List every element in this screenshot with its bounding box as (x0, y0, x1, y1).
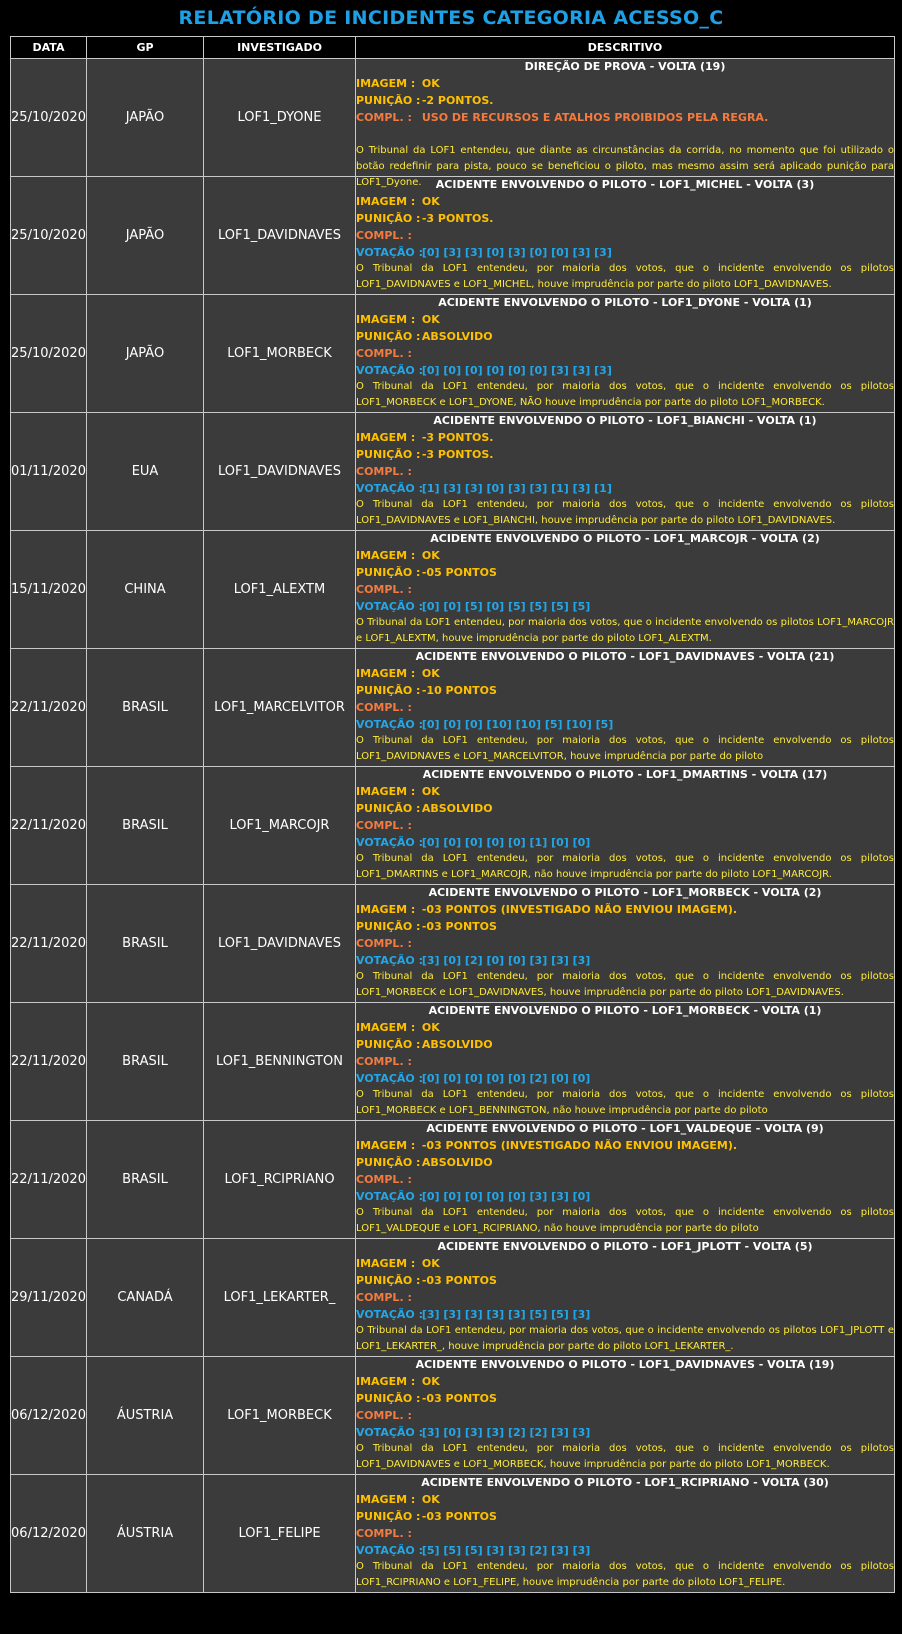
votacao-value: [0] [3] [3] [0] [3] [0] [0] [3] [3] (421, 246, 612, 259)
punicao-value: ABSOLVIDO (421, 1038, 493, 1051)
compl-label: COMPL. : (356, 701, 412, 714)
imagem-value: -03 PONTOS (INVESTIGADO NÃO ENVIOU IMAGEM). (421, 903, 738, 916)
punicao-line (356, 210, 894, 227)
votacao-value: [1] [3] [3] [0] [3] [3] [1] [3] [1] (421, 482, 612, 495)
punicao-line (356, 918, 894, 935)
punicao-label: PUNIÇÃO : (356, 1392, 421, 1405)
cell-date: 29/11/2020 (11, 1239, 87, 1357)
imagem-label: IMAGEM : (356, 1139, 416, 1152)
table-row (11, 295, 895, 413)
cell-gp: BRASIL (87, 1121, 204, 1239)
compl-line (356, 1289, 894, 1306)
imagem-label: IMAGEM : (356, 785, 416, 798)
table-row (11, 177, 895, 295)
incident-headline: ACIDENTE ENVOLVENDO O PILOTO - LOF1_JPLOTT - VOLTA (5) (437, 1240, 813, 1253)
cell-gp: JAPÃO (87, 177, 204, 295)
cell-description (356, 885, 895, 1003)
compl-line (356, 817, 894, 834)
votacao-label: VOTAÇÃO : (356, 600, 423, 613)
votacao-value: [3] [0] [2] [0] [0] [3] [3] [3] (421, 954, 591, 967)
compl-line (356, 581, 894, 598)
compl-label: COMPL. : (356, 229, 412, 242)
imagem-value: -3 PONTOS. (421, 431, 494, 444)
imagem-label: IMAGEM : (356, 903, 416, 916)
cell-gp: JAPÃO (87, 295, 204, 413)
cell-investigated: LOF1_ALEXTM (204, 531, 356, 649)
compl-line (356, 109, 894, 126)
cell-investigated: LOF1_LEKARTER_ (204, 1239, 356, 1357)
compl-label: COMPL. : (356, 819, 412, 832)
votacao-label: VOTAÇÃO : (356, 482, 423, 495)
punicao-value: -03 PONTOS (421, 920, 497, 933)
cell-investigated: LOF1_RCIPRIANO (204, 1121, 356, 1239)
cell-gp: ÁUSTRIA (87, 1357, 204, 1475)
imagem-line (356, 901, 894, 918)
votacao-line (356, 1306, 894, 1323)
cell-date: 25/10/2020 (11, 177, 87, 295)
votacao-label: VOTAÇÃO : (356, 1308, 423, 1321)
votacao-line (356, 716, 894, 733)
votacao-line (356, 1542, 894, 1559)
compl-line (356, 1525, 894, 1542)
cell-date: 01/11/2020 (11, 413, 87, 531)
tribunal-note: O Tribunal da LOF1 entendeu, por maioria dos votos, que o incidente envolvendo os pilotos LOF1_DMARTINS e LOF1_MARCOJR, não houve imprudência por parte do piloto LOF1_MARCOJR. (356, 853, 894, 880)
tribunal-note: O Tribunal da LOF1 entendeu, por maioria dos votos, que o incidente envolvendo os pilotos LOF1_DAVIDNAVES e LOF1_MORBECK, houve imprudência por parte do piloto LOF1_MORBECK. (356, 1443, 894, 1470)
votacao-line (356, 1188, 894, 1205)
cell-gp: ÁUSTRIA (87, 1475, 204, 1593)
compl-label: COMPL. : (356, 1409, 412, 1422)
imagem-label: IMAGEM : (356, 431, 416, 444)
cell-investigated: LOF1_MARCELVITOR (204, 649, 356, 767)
cell-gp: EUA (87, 413, 204, 531)
punicao-label: PUNIÇÃO : (356, 94, 421, 107)
votacao-value: [0] [0] [0] [10] [10] [5] [10] [5] (421, 718, 614, 731)
tribunal-note: O Tribunal da LOF1 entendeu, que diante as circunstâncias da corrida, no momento que foi utilizado o botão redefinir para pista, pouco se beneficiou o piloto, mas mesmo assim será aplicado punição para LOF1_Dyone. (356, 145, 894, 188)
cell-description (356, 1239, 895, 1357)
table-row (11, 1475, 895, 1593)
votacao-value: [3] [0] [3] [3] [2] [2] [3] [3] (421, 1426, 591, 1439)
table-row (11, 1239, 895, 1357)
punicao-value: ABSOLVIDO (421, 330, 493, 343)
punicao-value: -3 PONTOS. (421, 448, 494, 461)
votacao-line (356, 598, 894, 615)
compl-label: COMPL. : (356, 111, 412, 124)
imagem-value: OK (421, 1257, 440, 1270)
cell-description (356, 413, 895, 531)
compl-label: COMPL. : (356, 937, 412, 950)
imagem-label: IMAGEM : (356, 667, 416, 680)
punicao-line (356, 1036, 894, 1053)
cell-gp: JAPÃO (87, 59, 204, 177)
cell-description (356, 1121, 895, 1239)
compl-value: USO DE RECURSOS E ATALHOS PROIBIDOS PELA REGRA. (421, 111, 769, 124)
cell-investigated: LOF1_DAVIDNAVES (204, 413, 356, 531)
cell-investigated: LOF1_DYONE (204, 59, 356, 177)
punicao-line (356, 1272, 894, 1289)
votacao-line (356, 1070, 894, 1087)
tribunal-note: O Tribunal da LOF1 entendeu, por maioria dos votos, que o incidente envolvendo os pilotos LOF1_DAVIDNAVES e LOF1_BIANCHI, houve imprudência por parte do piloto LOF1_DAVIDNAVES. (356, 499, 894, 526)
cell-investigated: LOF1_DAVIDNAVES (204, 885, 356, 1003)
votacao-value: [0] [0] [0] [0] [0] [2] [0] [0] (421, 1072, 591, 1085)
table-row (11, 885, 895, 1003)
compl-line (356, 1171, 894, 1188)
votacao-line (356, 362, 894, 379)
votacao-value: [5] [5] [5] [3] [3] [2] [3] [3] (421, 1544, 591, 1557)
table-row (11, 1003, 895, 1121)
cell-investigated: LOF1_FELIPE (204, 1475, 356, 1593)
table-row (11, 413, 895, 531)
compl-line (356, 345, 894, 362)
punicao-label: PUNIÇÃO : (356, 920, 421, 933)
punicao-line (356, 1508, 894, 1525)
punicao-value: ABSOLVIDO (421, 802, 493, 815)
compl-label: COMPL. : (356, 1173, 412, 1186)
punicao-line (356, 328, 894, 345)
votacao-label: VOTAÇÃO : (356, 1544, 423, 1557)
cell-investigated: LOF1_MARCOJR (204, 767, 356, 885)
imagem-value: OK (421, 313, 440, 326)
cell-date: 22/11/2020 (11, 649, 87, 767)
cell-gp: BRASIL (87, 885, 204, 1003)
imagem-value: OK (421, 195, 440, 208)
compl-label: COMPL. : (356, 1527, 412, 1540)
imagem-line (356, 1373, 894, 1390)
punicao-label: PUNIÇÃO : (356, 566, 421, 579)
column-header-descritivo: DESCRITIVO (356, 37, 895, 59)
imagem-label: IMAGEM : (356, 1021, 416, 1034)
table-row (11, 1357, 895, 1475)
cell-date: 06/12/2020 (11, 1475, 87, 1593)
imagem-label: IMAGEM : (356, 549, 416, 562)
incident-headline: ACIDENTE ENVOLVENDO O PILOTO - LOF1_DMARTINS - VOLTA (17) (422, 768, 828, 781)
votacao-line (356, 952, 894, 969)
imagem-label: IMAGEM : (356, 195, 416, 208)
cell-description (356, 767, 895, 885)
column-header-data: DATA (11, 37, 87, 59)
tribunal-note: O Tribunal da LOF1 entendeu, por maioria dos votos, que o incidente envolvendo os pilotos LOF1_VALDEQUE e LOF1_RCIPRIANO, não houve imprudência por parte do piloto (356, 1207, 894, 1234)
imagem-label: IMAGEM : (356, 1493, 416, 1506)
imagem-value: OK (421, 667, 440, 680)
punicao-label: PUNIÇÃO : (356, 1156, 421, 1169)
cell-description (356, 1357, 895, 1475)
cell-investigated: LOF1_MORBECK (204, 1357, 356, 1475)
table-row (11, 1121, 895, 1239)
punicao-value: -05 PONTOS (421, 566, 497, 579)
imagem-value: OK (421, 1493, 440, 1506)
incident-headline: ACIDENTE ENVOLVENDO O PILOTO - LOF1_DAVIDNAVES - VOLTA (19) (415, 1358, 835, 1371)
tribunal-note: O Tribunal da LOF1 entendeu, por maioria dos votos, que o incidente envolvendo os pilotos LOF1_MORBECK e LOF1_BENNINGTON, não houve imprudência por parte do piloto (356, 1089, 894, 1116)
imagem-value: OK (421, 77, 440, 90)
imagem-value: -03 PONTOS (INVESTIGADO NÃO ENVIOU IMAGEM). (421, 1139, 738, 1152)
imagem-line (356, 193, 894, 210)
votacao-value: [0] [0] [0] [0] [0] [1] [0] [0] (421, 836, 591, 849)
cell-description (356, 295, 895, 413)
votacao-label: VOTAÇÃO : (356, 718, 423, 731)
votacao-value: [0] [0] [0] [0] [0] [0] [3] [3] [3] (421, 364, 612, 377)
punicao-label: PUNIÇÃO : (356, 802, 421, 815)
votacao-value: [0] [0] [0] [0] [0] [3] [3] [0] (421, 1190, 591, 1203)
tribunal-note: O Tribunal da LOF1 entendeu, por maioria dos votos, que o incidente envolvendo os pilotos LOF1_MORBECK e LOF1_DAVIDNAVES, houve imprudência por parte do piloto LOF1_DAVIDNAVES. (356, 971, 894, 998)
cell-description (356, 1003, 895, 1121)
imagem-value: OK (421, 785, 440, 798)
votacao-line (356, 1424, 894, 1441)
cell-description (356, 1475, 895, 1593)
cell-gp: BRASIL (87, 649, 204, 767)
votacao-label: VOTAÇÃO : (356, 246, 423, 259)
compl-label: COMPL. : (356, 1055, 412, 1068)
compl-line (356, 935, 894, 952)
imagem-label: IMAGEM : (356, 1257, 416, 1270)
incident-headline: DIREÇÃO DE PROVA - VOLTA (19) (524, 60, 726, 73)
punicao-value: -03 PONTOS (421, 1510, 497, 1523)
imagem-line (356, 429, 894, 446)
punicao-label: PUNIÇÃO : (356, 1510, 421, 1523)
votacao-line (356, 834, 894, 851)
cell-gp: BRASIL (87, 767, 204, 885)
report-title: RELATÓRIO DE INCIDENTES CATEGORIA ACESSO_C (178, 7, 724, 29)
tribunal-note: O Tribunal da LOF1 entendeu, por maioria dos votos, que o incidente envolvendo os pilotos LOF1_JPLOTT e LOF1_LEKARTER_, houve imprudência por parte do piloto LOF1_LEKARTER_. (356, 1325, 894, 1352)
imagem-line (356, 311, 894, 328)
cell-gp: BRASIL (87, 1003, 204, 1121)
punicao-line (356, 1154, 894, 1171)
cell-investigated: LOF1_BENNINGTON (204, 1003, 356, 1121)
compl-label: COMPL. : (356, 465, 412, 478)
compl-line (356, 227, 894, 244)
cell-investigated: LOF1_DAVIDNAVES (204, 177, 356, 295)
imagem-label: IMAGEM : (356, 313, 416, 326)
imagem-line (356, 547, 894, 564)
imagem-line (356, 1255, 894, 1272)
punicao-line (356, 564, 894, 581)
compl-line (356, 463, 894, 480)
votacao-label: VOTAÇÃO : (356, 1072, 423, 1085)
compl-label: COMPL. : (356, 1291, 412, 1304)
punicao-label: PUNIÇÃO : (356, 212, 421, 225)
compl-label: COMPL. : (356, 347, 412, 360)
compl-line (356, 1407, 894, 1424)
spacer-line (356, 126, 894, 143)
incident-headline: ACIDENTE ENVOLVENDO O PILOTO - LOF1_RCIPRIANO - VOLTA (30) (421, 1476, 829, 1489)
imagem-line (356, 1137, 894, 1154)
incident-headline: ACIDENTE ENVOLVENDO O PILOTO - LOF1_DAVIDNAVES - VOLTA (21) (415, 650, 835, 663)
cell-description (356, 531, 895, 649)
cell-gp: CHINA (87, 531, 204, 649)
incident-headline: ACIDENTE ENVOLVENDO O PILOTO - LOF1_VALDEQUE - VOLTA (9) (426, 1122, 824, 1135)
column-header-investigado: INVESTIGADO (204, 37, 356, 59)
punicao-label: PUNIÇÃO : (356, 1274, 421, 1287)
votacao-line (356, 244, 894, 261)
compl-line (356, 699, 894, 716)
cell-investigated: LOF1_MORBECK (204, 295, 356, 413)
punicao-value: ABSOLVIDO (421, 1156, 493, 1169)
cell-date: 22/11/2020 (11, 885, 87, 1003)
cell-date: 22/11/2020 (11, 1003, 87, 1121)
imagem-line (356, 1019, 894, 1036)
imagem-value: OK (421, 1375, 440, 1388)
tribunal-note: O Tribunal da LOF1 entendeu, por maioria dos votos, que o incidente envolvendo os pilotos LOF1_RCIPRIANO e LOF1_FELIPE, houve imprudência por parte do piloto LOF1_FELIPE. (356, 1561, 894, 1588)
cell-date: 22/11/2020 (11, 767, 87, 885)
punicao-label: PUNIÇÃO : (356, 448, 421, 461)
incident-headline: ACIDENTE ENVOLVENDO O PILOTO - LOF1_BIANCHI - VOLTA (1) (433, 414, 817, 427)
imagem-line (356, 1491, 894, 1508)
votacao-label: VOTAÇÃO : (356, 1426, 423, 1439)
tribunal-note: O Tribunal da LOF1 entendeu, por maioria dos votos, que o incidente envolvendo os pilotos LOF1_DAVIDNAVES e LOF1_MARCELVITOR, houve imprudência por parte do piloto (356, 735, 894, 762)
cell-date: 25/10/2020 (11, 295, 87, 413)
table-row (11, 59, 895, 177)
imagem-line (356, 665, 894, 682)
punicao-value: -3 PONTOS. (421, 212, 494, 225)
cell-date: 06/12/2020 (11, 1357, 87, 1475)
cell-date: 25/10/2020 (11, 59, 87, 177)
column-header-gp: GP (87, 37, 204, 59)
votacao-label: VOTAÇÃO : (356, 364, 423, 377)
incident-headline: ACIDENTE ENVOLVENDO O PILOTO - LOF1_MORBECK - VOLTA (1) (428, 1004, 822, 1017)
table-header-row (11, 37, 895, 59)
incident-headline: ACIDENTE ENVOLVENDO O PILOTO - LOF1_MARCOJR - VOLTA (2) (430, 532, 820, 545)
tribunal-note: O Tribunal da LOF1 entendeu, por maioria dos votos, que o incidente envolvendo os pilotos LOF1_MORBECK e LOF1_DYONE, NÃO houve imprudência por parte do piloto LOF1_MORBECK. (356, 381, 894, 408)
punicao-label: PUNIÇÃO : (356, 330, 421, 343)
punicao-value: -03 PONTOS (421, 1392, 497, 1405)
tribunal-note: O Tribunal da LOF1 entendeu, por maioria dos votos, que o incidente envolvendo os pilotos LOF1_MARCOJR e LOF1_ALEXTM, houve imprudência por parte do piloto LOF1_ALEXTM. (356, 617, 894, 644)
imagem-label: IMAGEM : (356, 77, 416, 90)
punicao-line (356, 92, 894, 109)
votacao-label: VOTAÇÃO : (356, 954, 423, 967)
punicao-line (356, 800, 894, 817)
cell-description (356, 649, 895, 767)
votacao-line (356, 480, 894, 497)
cell-gp: CANADÁ (87, 1239, 204, 1357)
votacao-label: VOTAÇÃO : (356, 1190, 423, 1203)
cell-date: 22/11/2020 (11, 1121, 87, 1239)
punicao-value: -2 PONTOS. (421, 94, 494, 107)
punicao-line (356, 446, 894, 463)
imagem-label: IMAGEM : (356, 1375, 416, 1388)
votacao-label: VOTAÇÃO : (356, 836, 423, 849)
compl-label: COMPL. : (356, 583, 412, 596)
incident-table (10, 36, 895, 1593)
imagem-line (356, 75, 894, 92)
votacao-value: [3] [3] [3] [3] [3] [5] [5] [3] (421, 1308, 591, 1321)
incident-headline: ACIDENTE ENVOLVENDO O PILOTO - LOF1_MICHEL - VOLTA (3) (435, 178, 815, 191)
table-row (11, 649, 895, 767)
punicao-line (356, 1390, 894, 1407)
imagem-value: OK (421, 549, 440, 562)
punicao-label: PUNIÇÃO : (356, 684, 421, 697)
compl-line (356, 1053, 894, 1070)
punicao-value: -10 PONTOS (421, 684, 497, 697)
punicao-line (356, 682, 894, 699)
incident-headline: ACIDENTE ENVOLVENDO O PILOTO - LOF1_MORBECK - VOLTA (2) (428, 886, 822, 899)
tribunal-note: O Tribunal da LOF1 entendeu, por maioria dos votos, que o incidente envolvendo os pilotos LOF1_DAVIDNAVES e LOF1_MICHEL, houve imprudência por parte do piloto LOF1_DAVIDNAVES. (356, 263, 894, 290)
cell-description (356, 177, 895, 295)
table-row (11, 767, 895, 885)
cell-date: 15/11/2020 (11, 531, 87, 649)
punicao-value: -03 PONTOS (421, 1274, 497, 1287)
imagem-value: OK (421, 1021, 440, 1034)
punicao-label: PUNIÇÃO : (356, 1038, 421, 1051)
incident-headline: ACIDENTE ENVOLVENDO O PILOTO - LOF1_DYONE - VOLTA (1) (438, 296, 812, 309)
table-row (11, 531, 895, 649)
votacao-value: [0] [0] [5] [0] [5] [5] [5] [5] (421, 600, 591, 613)
imagem-line (356, 783, 894, 800)
